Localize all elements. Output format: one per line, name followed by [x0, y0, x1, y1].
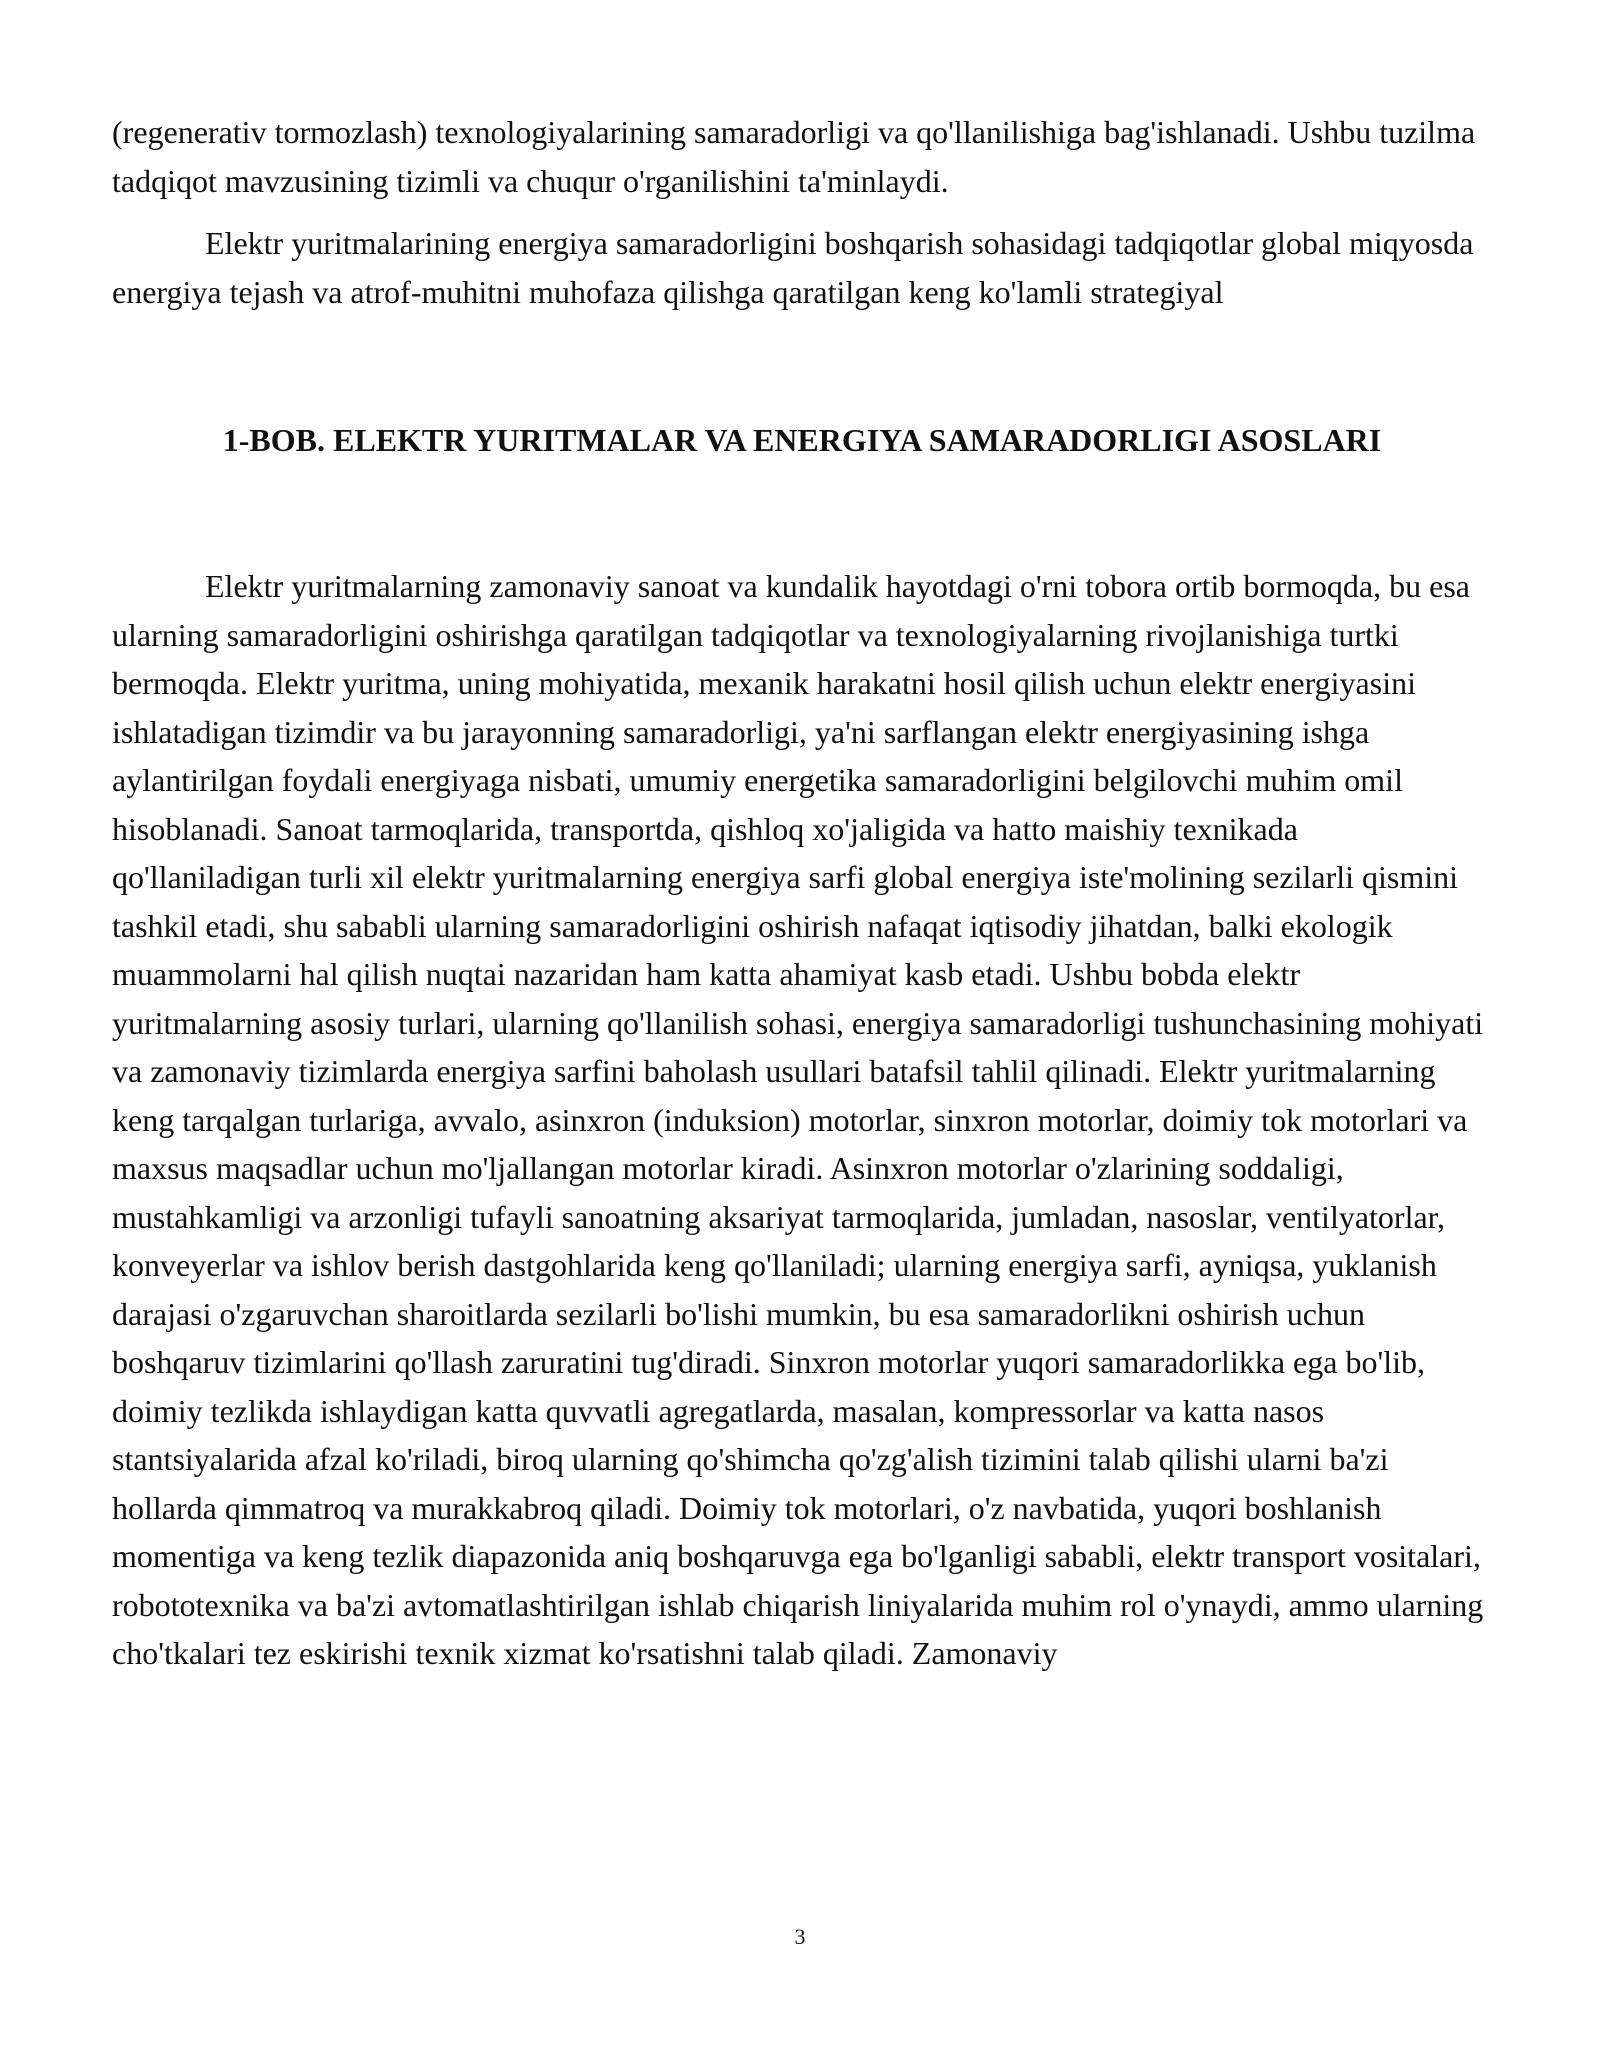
- paragraph-intro-continuation: (regenerativ tormozlash) texnologiyalarining samaradorligi va qo'llanilishiga bag'ishlanadi. Ushbu tuzilma tadqiqot mavzusining tizimli va chuqur o'rganilishini ta'minlaydi.: [112, 114, 1476, 199]
- paragraph-chapter-body: Elektr yuritmalarning zamonaviy sanoat va kundalik hayotdagi o'rni tobora ortib bormoqda, bu esa ularning samaradorligini oshirishga qaratilgan tadqiqotlar va texnologiyalarning rivojlanishiga turtki bermoqda. Elektr yuritma, uning mohiyatida, mexanik harakatni hosil qilish uchun elektr energiyasini ishlatadigan tizimdir va bu jarayonning samaradorligi, ya'ni sarflangan elektr energiyasining ishga aylantirilgan foydali energiyaga nisbati, umumiy energetika samaradorligini belgilovchi muhim omil hisoblanadi. Sanoat tarmoqlarida, transportda, qishloq xo'jaligida va hatto maishiy texnikada qo'llaniladigan turli xil elektr yuritmalarning energiya sarfi global energiya iste'molining sezilarli qismini tashkil etadi, shu sababli ularning samaradorligini oshirish nafaqat iqtisodiy jihatdan, balki ekologik muammolarni hal qilish nuqtai nazaridan ham katta ahamiyat kasb etadi. Ushbu bobda elektr yuritmalarning asosiy turlari, ularning qo'llanilish sohasi, energiya samaradorligi tushunchasining mohiyati va zamonaviy tizimlarda energiya sarfini baholash usullari batafsil tahlil qilinadi. Elektr yuritmalarning keng tarqalgan turlariga, avvalo, asinxron (induksion) motorlar, sinxron motorlar, doimiy tok motorlari va maxsus maqsadlar uchun mo'ljallangan motorlar kiradi. Asinxron motorlar o'zlarining soddaligi, mustahkamligi va arzonligi tufayli sanoatning aksariyat tarmoqlarida, jumladan, nasoslar, ventilyatorlar, konveyerlar va ishlov berish dastgohlarida keng qo'llaniladi; ularning energiya sarfi, ayniqsa, yuklanish darajasi o'zgaruvchan sharoitlarda sezilarli bo'lishi mumkin, bu esa samaradorlikni oshirish uchun boshqaruv tizimlarini qo'llash zaruratini tug'diradi. Sinxron motorlar yuqori samaradorlikka ega bo'lib, doimiy tezlikda ishlaydigan katta quvvatli agregatlarda, masalan, kompressorlar va katta nasos stantsiyalarida afzal ko'riladi, biroq ularning qo'shimcha qo'zg'alish tizimini talab qilishi ularni ba'zi hollarda qimmatroq va murakkabroq qiladi. Doimiy tok motorlari, o'z navbatida, yuqori boshlanish momentiga va keng tezlik diapazonida aniq boshqaruvga ega bo'lganligi sababli, elektr transport vositalari, robototexnika va ba'zi avtomatlashtirilgan ishlab chiqarish liniyalarida muhim rol o'ynaydi, ammo ularning cho'tkalari tez eskirishi texnik xizmat ko'rsatishni talab qiladi. Zamonaviy: [112, 568, 1484, 1671]
- chapter-title: 1-BOB. ELEKTR YURITMALAR VA ENERGIYA SAMARADORLIGI ASOSLARI: [222, 422, 1382, 458]
- page-number: 3: [794, 1924, 806, 1949]
- paragraph-research-overview: Elektr yuritmalarining energiya samaradorligini boshqarish sohasidagi tadqiqotlar global miqyosda energiya tejash va atrof-muhitni muhofaza qilishga qaratilgan keng ko'lamli strategiyal: [112, 225, 1474, 310]
- document-page: [112, 108, 1492, 1678]
